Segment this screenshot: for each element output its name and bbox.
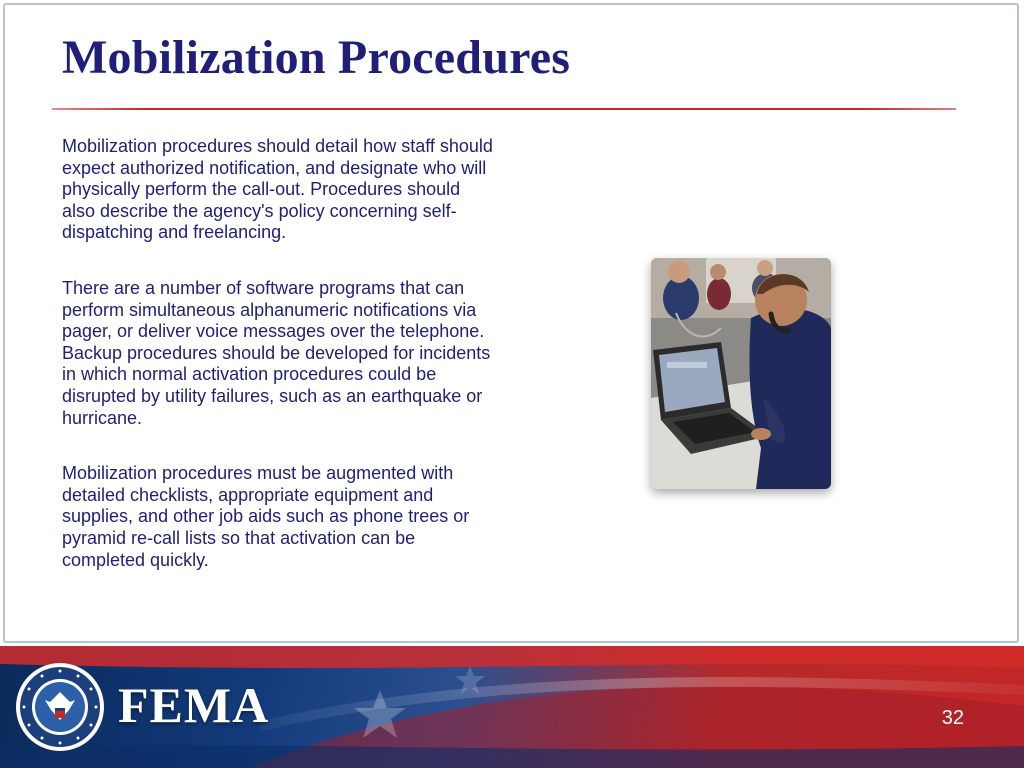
photo-staff-at-laptop <box>651 258 831 489</box>
slide-title: Mobilization Procedures <box>62 31 571 84</box>
dhs-seal-icon <box>15 662 105 752</box>
footer-banner <box>0 646 1024 768</box>
body-paragraph-2: There are a number of software programs that can perform simultaneous alphanumeric notifications via pager, or deliver voice messages over the telephone. Backup procedures should be developed for incidents in which normal activation procedures could be disrupted by utility failures, such as an earthquake or hurricane. <box>62 277 491 428</box>
fema-logo-text: FEMA <box>118 677 270 733</box>
body-paragraph-1: Mobilization procedures should detail how staff should expect authorized notification, and designate who will physically perform the call-out. Procedures should also describe the agency's policy concerning self-dispatching and freelancing. <box>62 136 493 243</box>
page-number: 32 <box>941 707 964 729</box>
body-paragraph-3: Mobilization procedures must be augmented with detailed checklists, appropriate equipment and supplies, and other job aids such as phone trees or pyramid re-call lists so that activation can be completed quickly. <box>62 463 470 570</box>
slide-body <box>62 136 494 605</box>
title-divider <box>52 108 956 110</box>
